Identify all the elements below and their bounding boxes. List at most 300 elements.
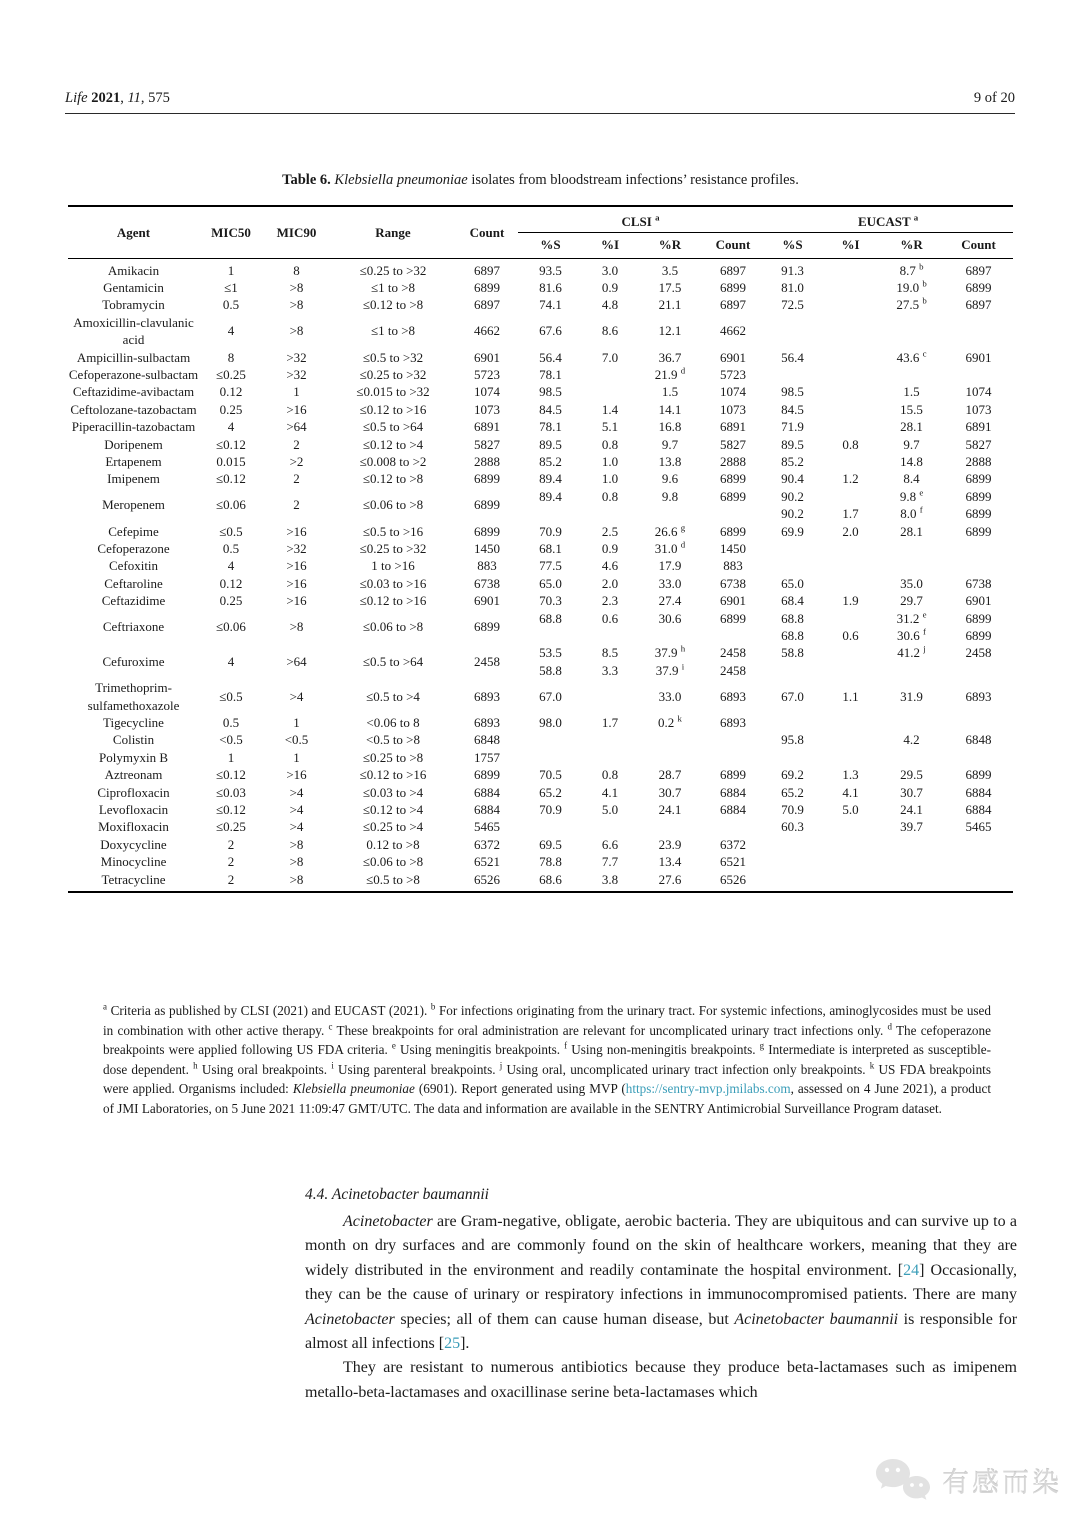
table-cell: 1 bbox=[293, 714, 300, 730]
table-row bbox=[68, 258, 1013, 279]
table-cell: Aztreonam bbox=[104, 767, 163, 783]
table-cell: 5827 bbox=[965, 436, 992, 452]
table-cell: 67.0 bbox=[539, 688, 562, 704]
table-cell: Amikacin bbox=[107, 262, 160, 278]
table-cell: 2 bbox=[293, 497, 300, 513]
table-cell: 28.1 bbox=[900, 419, 923, 435]
table-row bbox=[68, 610, 1013, 645]
table-cell: 6897 bbox=[720, 297, 747, 313]
table-cell: Cefoperazone bbox=[97, 540, 170, 556]
table-cell: ≤0.5 to >64 bbox=[362, 419, 424, 435]
table-cell: 41.2 $^j$ bbox=[897, 644, 926, 661]
table-cell: >64 bbox=[286, 654, 307, 670]
table-cell: ≤0.25 to >8 bbox=[362, 749, 424, 765]
table-cell: 4 bbox=[227, 558, 235, 574]
table-cell: 1.4 bbox=[601, 401, 619, 417]
table-cell: 0.5 bbox=[222, 540, 240, 556]
table-cell: ≤0.12 to >16 bbox=[359, 767, 427, 783]
table-row bbox=[68, 644, 1013, 679]
table-cell: >16 bbox=[286, 558, 307, 574]
table-cell: 4.1 bbox=[842, 784, 859, 800]
table-cell: Cefuroxime bbox=[102, 654, 165, 670]
table-cell: 6738 bbox=[474, 575, 500, 591]
table-cell bbox=[879, 366, 944, 383]
table-cell: 2.5 bbox=[601, 523, 619, 539]
table-cell: 1450 bbox=[720, 540, 747, 556]
table-cell: 6899 bbox=[965, 523, 992, 539]
table-cell: 5827 bbox=[474, 436, 500, 452]
table-cell: 6899 bbox=[474, 471, 500, 487]
table-cell: Moxifloxacin bbox=[98, 819, 169, 835]
table-row bbox=[68, 557, 1013, 574]
table-cell: ≤1 bbox=[224, 279, 238, 295]
table-cell bbox=[822, 418, 879, 435]
table-cell: 6901 bbox=[474, 593, 500, 609]
table-cell bbox=[944, 557, 1013, 574]
column-subheader: %R bbox=[879, 232, 944, 258]
table-cell bbox=[944, 314, 1013, 349]
table-cell: 39.7 bbox=[900, 819, 923, 835]
resistance-table bbox=[68, 205, 1013, 893]
table-cell bbox=[879, 836, 944, 853]
table-cell: >4 bbox=[289, 688, 304, 704]
table-cell bbox=[822, 401, 879, 418]
table-cell: Ciprofloxacin bbox=[97, 784, 170, 800]
table-cell: 2888 bbox=[474, 453, 500, 469]
table-cell: 1 bbox=[293, 384, 300, 400]
table-row bbox=[68, 314, 1013, 349]
table-cell: Ampicillin-sulbactam bbox=[76, 349, 191, 365]
table-cell: 6897 bbox=[965, 297, 992, 313]
table-cell: Levofloxacin bbox=[98, 802, 169, 817]
table-cell: ≤0.12 to >8 bbox=[362, 471, 424, 487]
table-cell: 2 bbox=[293, 436, 300, 452]
table-cell: 70.9 bbox=[539, 802, 562, 817]
table-cell: 90.2 90.2 bbox=[781, 488, 804, 522]
table-cell: Gentamicin bbox=[103, 279, 164, 295]
table-cell: 98.5 bbox=[539, 384, 562, 400]
table-cell: 98.0 bbox=[539, 714, 562, 730]
table-cell: 0.12 to >8 bbox=[366, 836, 420, 852]
table-cell: ≤0.25 to >32 bbox=[359, 540, 427, 556]
table-cell: 81.6 bbox=[539, 279, 562, 295]
table-cell: 6891 bbox=[474, 419, 500, 435]
table-cell: 6848 bbox=[474, 732, 500, 748]
table-cell: 81.0 bbox=[781, 279, 804, 295]
table-cell: 89.4 bbox=[539, 488, 562, 504]
table-cell: 69.5 bbox=[539, 836, 562, 852]
table-caption-text: Klebsiella pneumoniae isolates from bloodstream infections’ resistance profiles. bbox=[334, 172, 799, 188]
table-cell: 5.0 bbox=[601, 802, 619, 817]
table-cell: 9.7 bbox=[903, 436, 920, 452]
table-cell: 12.1 bbox=[658, 323, 682, 339]
table-cell: 68.8 bbox=[539, 610, 562, 626]
table-cell: 2 bbox=[293, 471, 300, 487]
table-cell: 68.8 68.8 bbox=[781, 610, 804, 643]
table-cell: 5.1 bbox=[601, 419, 619, 435]
table-row bbox=[68, 871, 1013, 892]
table-cell: 1 bbox=[227, 262, 235, 278]
table-row bbox=[68, 349, 1013, 366]
table-cell: >8 bbox=[289, 619, 304, 635]
table-cell: 27.5 $^b$ bbox=[896, 295, 927, 313]
table-row bbox=[68, 436, 1013, 453]
table-cell: 91.3 bbox=[781, 262, 804, 278]
table-cell bbox=[763, 366, 822, 383]
column-subheader: %R bbox=[637, 232, 703, 258]
table-cell: >8 bbox=[289, 836, 304, 852]
table-cell: 6884 bbox=[965, 802, 992, 817]
table-cell bbox=[583, 383, 637, 400]
table-cell: >16 bbox=[286, 401, 307, 417]
table-cell: ≤0.12 to >4 bbox=[362, 802, 424, 817]
column-header: Range bbox=[330, 206, 456, 258]
table-cell: <0.5 bbox=[219, 732, 243, 748]
table-cell: 6899 bbox=[474, 523, 500, 539]
table-cell: 0.12 bbox=[219, 384, 243, 400]
table-cell bbox=[703, 818, 763, 835]
table-cell: ≤0.015 to >32 bbox=[356, 384, 430, 400]
table-row bbox=[68, 731, 1013, 748]
table-cell: 23.9 bbox=[658, 836, 682, 852]
table-cell: ≤1 to >8 bbox=[370, 279, 416, 295]
table-cell: 89.4 bbox=[539, 471, 562, 487]
table-cell: >2 bbox=[289, 453, 304, 469]
table-row bbox=[68, 418, 1013, 435]
table-cell: 6901 bbox=[965, 349, 992, 365]
inline-link[interactable]: https://sentry-mvp.jmilabs.com bbox=[625, 1081, 791, 1097]
table-cell: 1.7 bbox=[842, 506, 859, 522]
table-cell: 37.9 $^h$ 37.9 $^i$ bbox=[654, 644, 686, 678]
table-row bbox=[68, 575, 1013, 592]
table-cell: ≤0.25 to >4 bbox=[362, 819, 424, 835]
column-subheader: %I bbox=[583, 232, 637, 258]
table-cell: ≤0.5 to >4 bbox=[366, 688, 420, 704]
table-cell: 0.9 bbox=[601, 540, 619, 556]
table-cell: >16 bbox=[286, 593, 307, 609]
table-cell: 6899 bbox=[720, 488, 747, 504]
table-cell bbox=[637, 731, 703, 748]
table-cell: 6526 bbox=[720, 871, 747, 887]
table-row bbox=[68, 853, 1013, 870]
table-cell: 4.6 bbox=[601, 558, 619, 574]
table-cell: 6738 bbox=[720, 575, 747, 591]
table-cell: 28.7 bbox=[658, 767, 682, 783]
table-cell: ≤0.12 to >4 bbox=[362, 436, 424, 452]
table-cell: 68.1 bbox=[539, 540, 562, 556]
table-cell: 4.1 bbox=[601, 784, 619, 800]
table-cell bbox=[879, 871, 944, 892]
table-cell: ≤0.5 bbox=[219, 523, 243, 539]
table-cell: 1074 bbox=[965, 384, 992, 400]
table-cell: 2.0 bbox=[842, 523, 859, 539]
table-cell: 1 to >16 bbox=[371, 558, 415, 574]
table-cell: 67.0 bbox=[781, 688, 804, 704]
table-cell: ≤0.25 bbox=[216, 366, 246, 382]
table-cell: <0.5 to >8 bbox=[365, 732, 421, 748]
table-cell bbox=[583, 731, 637, 748]
table-cell: 7.0 bbox=[601, 349, 619, 365]
table-cell bbox=[944, 836, 1013, 853]
column-subheader: Count bbox=[703, 232, 763, 258]
table-cell: 8.6 bbox=[601, 323, 619, 339]
table-cell: 4 bbox=[227, 323, 235, 339]
table-cell bbox=[822, 453, 879, 470]
table-cell: 21.1 bbox=[658, 297, 682, 313]
table-cell: 0.8 bbox=[601, 436, 619, 452]
table-cell: 9.7 bbox=[661, 436, 679, 452]
table-cell: ≤0.06 to >8 bbox=[362, 854, 424, 870]
table-cell: ≤0.5 to >8 bbox=[366, 871, 420, 887]
table-cell bbox=[879, 557, 944, 574]
table-row bbox=[68, 749, 1013, 766]
wechat-chat-bubbles-icon bbox=[872, 1456, 934, 1504]
table-row bbox=[68, 296, 1013, 313]
table-cell: 90.4 bbox=[781, 471, 804, 487]
table-cell bbox=[583, 679, 637, 714]
table-cell: 74.1 bbox=[539, 297, 562, 313]
table-row bbox=[68, 470, 1013, 487]
table-cell: ≤0.06 to >8 bbox=[362, 619, 424, 635]
table-cell: 4662 bbox=[720, 323, 747, 339]
table-cell: Cefoperazone-sulbactam bbox=[68, 366, 199, 382]
table-row bbox=[68, 488, 1013, 523]
table-cell: Doxycycline bbox=[100, 836, 167, 852]
table-cell: 60.3 bbox=[781, 819, 804, 835]
table-row bbox=[68, 523, 1013, 540]
table-cell: 53.5 58.8 bbox=[539, 645, 562, 678]
table-cell: 70.3 bbox=[539, 593, 562, 609]
table-cell: 6893 bbox=[474, 714, 500, 730]
inline-link[interactable]: 25 bbox=[444, 1335, 461, 1353]
table-row bbox=[68, 453, 1013, 470]
table-cell bbox=[822, 871, 879, 892]
table-cell: 2888 bbox=[965, 453, 992, 469]
table-cell bbox=[944, 714, 1013, 731]
table-cell bbox=[822, 644, 879, 679]
table-cell bbox=[703, 749, 763, 766]
table-caption-label: Table 6. bbox=[282, 172, 331, 188]
table-cell: 69.2 bbox=[781, 767, 804, 783]
table-cell: 33.0 bbox=[658, 575, 682, 591]
table-cell: 1073 bbox=[720, 401, 747, 417]
page-header bbox=[65, 90, 1015, 107]
table-cell bbox=[763, 314, 822, 349]
table-cell: ≤0.12 bbox=[216, 436, 246, 452]
table-cell bbox=[879, 749, 944, 766]
table-cell bbox=[822, 366, 879, 383]
table-cell bbox=[763, 749, 822, 766]
table-cell: 1450 bbox=[474, 540, 500, 556]
table-cell bbox=[763, 853, 822, 870]
table-cell: 30.7 bbox=[658, 784, 682, 800]
table-cell: 8 bbox=[293, 262, 300, 278]
table-cell: Ceftaroline bbox=[104, 575, 163, 591]
resistance-table-container bbox=[68, 205, 1013, 893]
column-header: MIC50 bbox=[199, 206, 263, 258]
table-row bbox=[68, 766, 1013, 783]
table-cell: ≤0.03 bbox=[216, 784, 246, 800]
table-cell: ≤0.12 bbox=[216, 767, 246, 783]
table-cell: ≤0.06 bbox=[216, 497, 246, 513]
table-cell: Ceftazidime-avibactam bbox=[72, 384, 195, 400]
table-cell: 6899 bbox=[474, 279, 500, 295]
table-cell: <0.06 to 8 bbox=[366, 714, 420, 730]
page-number: 9 of 20 bbox=[973, 90, 1015, 106]
table-cell: 2458 bbox=[965, 645, 992, 661]
table-cell: 6372 bbox=[474, 836, 500, 852]
table-row bbox=[68, 784, 1013, 801]
table-cell: 1.0 bbox=[601, 471, 619, 487]
table-cell bbox=[822, 258, 879, 279]
table-cell: 0.5 bbox=[222, 714, 240, 730]
table-cell: Ceftriaxone bbox=[102, 619, 165, 635]
table-cell: 0.8 bbox=[601, 488, 619, 504]
table-cell: >16 bbox=[286, 523, 307, 539]
table-cell: 69.9 bbox=[781, 523, 804, 539]
table-cell: 15.5 bbox=[900, 401, 923, 417]
table-cell: 6897 bbox=[474, 297, 500, 313]
table-cell: 6899 bbox=[474, 619, 500, 635]
table-cell: 84.5 bbox=[781, 401, 804, 417]
column-group-header: CLSI $^a$ bbox=[518, 206, 763, 232]
paragraph: They are resistant to numerous antibiotics because they produce beta-lactamases such as imipenem metallo-beta-lactamases and oxacillinase serine beta-lactamases which bbox=[305, 1359, 1017, 1401]
table-cell: 67.6 bbox=[539, 323, 562, 339]
table-cell: 6899 bbox=[720, 471, 747, 487]
journal-reference: Life 2021, 11, 575 bbox=[65, 90, 170, 106]
table-cell: 27.4 bbox=[658, 593, 682, 609]
table-cell: 6891 bbox=[965, 419, 992, 435]
table-cell bbox=[822, 836, 879, 853]
table-cell bbox=[944, 749, 1013, 766]
table-cell: 6521 bbox=[720, 854, 747, 870]
table-cell: 0.6 bbox=[601, 610, 619, 626]
table-cell: ≤0.03 to >4 bbox=[362, 784, 424, 800]
table-cell: 13.8 bbox=[658, 453, 682, 469]
table-cell: 30.7 bbox=[900, 784, 923, 800]
table-cell bbox=[518, 731, 583, 748]
watermark bbox=[872, 1456, 1062, 1504]
table-cell: 3.8 bbox=[601, 871, 619, 887]
table-cell bbox=[583, 818, 637, 835]
table-caption bbox=[68, 172, 1013, 189]
table-cell: 0.25 bbox=[219, 401, 243, 417]
table-cell: 6884 bbox=[720, 784, 747, 800]
table-cell: 6884 bbox=[474, 784, 500, 800]
table-cell: 8.5 3.3 bbox=[601, 645, 619, 678]
table-cell: 27.6 bbox=[658, 871, 682, 887]
table-cell: 2458 bbox=[474, 654, 500, 670]
table-cell: ≤0.12 to >8 bbox=[362, 297, 424, 313]
table-cell bbox=[637, 818, 703, 835]
table-cell: 8.4 bbox=[903, 471, 920, 487]
table-cell: 65.0 bbox=[781, 575, 804, 591]
table-cell: 1.5 bbox=[903, 384, 920, 400]
table-cell: >16 bbox=[286, 575, 307, 591]
table-cell bbox=[822, 749, 879, 766]
table-row bbox=[68, 366, 1013, 383]
table-cell: 65.2 bbox=[781, 784, 804, 800]
table-cell: 6901 bbox=[474, 349, 500, 365]
table-header-row bbox=[68, 206, 1013, 232]
table-cell: 2.0 bbox=[601, 575, 619, 591]
table-cell: 93.5 bbox=[539, 262, 562, 278]
table-cell bbox=[583, 749, 637, 766]
table-cell: Tigecycline bbox=[103, 714, 164, 730]
table-cell: 6372 bbox=[720, 836, 747, 852]
table-cell: 2 bbox=[227, 871, 235, 887]
table-cell bbox=[822, 279, 879, 296]
table-cell: 26.6 $^g$ bbox=[654, 522, 686, 539]
table-cell: 14.1 bbox=[658, 401, 682, 417]
table-cell: >32 bbox=[286, 366, 307, 382]
table-cell: 1074 bbox=[474, 384, 500, 400]
table-cell: 21.9 $^d$ bbox=[654, 365, 686, 382]
table-cell bbox=[879, 540, 944, 557]
table-cell: 77.5 bbox=[539, 558, 562, 574]
table-cell: 85.2 bbox=[781, 453, 804, 469]
table-cell: 58.8 bbox=[781, 645, 804, 661]
table-cell: 5723 bbox=[720, 366, 747, 382]
table-cell: Ceftazidime bbox=[101, 593, 166, 609]
table-cell: 68.6 bbox=[539, 871, 562, 887]
table-cell: 65.0 bbox=[539, 575, 562, 591]
table-cell: 78.8 bbox=[539, 854, 562, 870]
table-cell: 31.2 $^e$ 30.6 $^f$ bbox=[896, 609, 927, 643]
table-cell: Cefepime bbox=[108, 523, 159, 539]
table-cell: 6848 bbox=[965, 732, 992, 748]
table-cell bbox=[822, 314, 879, 349]
table-cell: ≤0.06 to >8 bbox=[362, 497, 424, 513]
table-cell bbox=[822, 540, 879, 557]
table-cell: 0.25 bbox=[219, 593, 243, 609]
table-cell: 4 bbox=[227, 654, 235, 670]
table-cell: 0.8 bbox=[601, 767, 619, 783]
table-cell: 6899 bbox=[720, 610, 747, 626]
table-cell: 1.7 bbox=[601, 714, 619, 730]
table-cell: 9.8 $^e$ 8.0 $^f$ bbox=[899, 487, 924, 522]
table-cell bbox=[822, 575, 879, 592]
table-cell: 4.8 bbox=[601, 297, 619, 313]
table-cell: 33.0 bbox=[658, 688, 682, 704]
paragraph: Acinetobacter are Gram-negative, obligate, aerobic bacteria. They are ubiquitous and can survive up to a month on dry surfaces and are commonly found on the skin of healthcare workers, meaning that they are widely distributed in the environment and readily contaminate the hospital environment. [24] Occasionally, they can be the cause of urinary or respiratory infections in immunocompromised patients. There are many Acinetobacter species; all of them can cause human disease, but Acinetobacter baumannii is responsible for almost all infections [25]. bbox=[305, 1213, 1018, 1353]
inline-link[interactable]: 24 bbox=[903, 1261, 920, 1279]
table-cell: 70.9 bbox=[539, 523, 562, 539]
table-cell: 5723 bbox=[474, 366, 500, 382]
table-row bbox=[68, 836, 1013, 853]
table-cell: 2888 bbox=[720, 453, 747, 469]
table-cell bbox=[763, 540, 822, 557]
table-cell bbox=[518, 818, 583, 835]
table-cell: 85.2 bbox=[539, 453, 562, 469]
table-row bbox=[68, 592, 1013, 609]
table-cell: >4 bbox=[289, 819, 304, 835]
table-cell: >4 bbox=[289, 784, 304, 800]
watermark-text: 有感而染 bbox=[942, 1467, 1062, 1498]
table-cell: 6526 bbox=[474, 871, 500, 887]
table-cell: 30.6 bbox=[658, 610, 682, 626]
table-cell: 4 bbox=[227, 419, 235, 435]
table-footnote: $^a$ Criteria as published by CLSI (2021) and EUCAST (2021). $^b$ For infections originating from the urinary tract. For systemic infections, aminoglycosides must be used in combination with other active therapy. $^c$ These breakpoints for oral administration are relevant for uncomplicated urinary tract infections only. $^d$ The cefoperazone breakpoints were applied following US FDA criteria. $^e$ Using meningitis breakpoints. $^f$ Using non-meningitis breakpoints. $^g$ Intermediate is interpreted as susceptible-dose dependent. $^h$ Using oral breakpoints. $^i$ Using parenteral breakpoints. $^j$ Using oral, uncomplicated urinary tract infection only breakpoints. $^k$ US FDA breakpoints were applied. Organisms included: Klebsiella pneumoniae (6901). Report generated using MVP (https://sentry-mvp.jmilabs.com, assessed on 4 June 2021), a product of JMI Laboratories, on 5 June 2021 11:09:47 GMT/UTC. The data and information are available in the SENTRY Antimicrobial Surveillance Program dataset. bbox=[103, 1001, 991, 1116]
table-cell: 6899 bbox=[720, 523, 747, 539]
table-cell: 17.9 bbox=[658, 558, 682, 574]
table-cell: 6884 bbox=[720, 802, 747, 817]
table-cell: >8 bbox=[289, 323, 304, 339]
table-cell: 0.015 bbox=[216, 453, 246, 469]
table-row bbox=[68, 401, 1013, 418]
table-cell: 65.2 bbox=[539, 784, 562, 800]
table-cell bbox=[763, 836, 822, 853]
